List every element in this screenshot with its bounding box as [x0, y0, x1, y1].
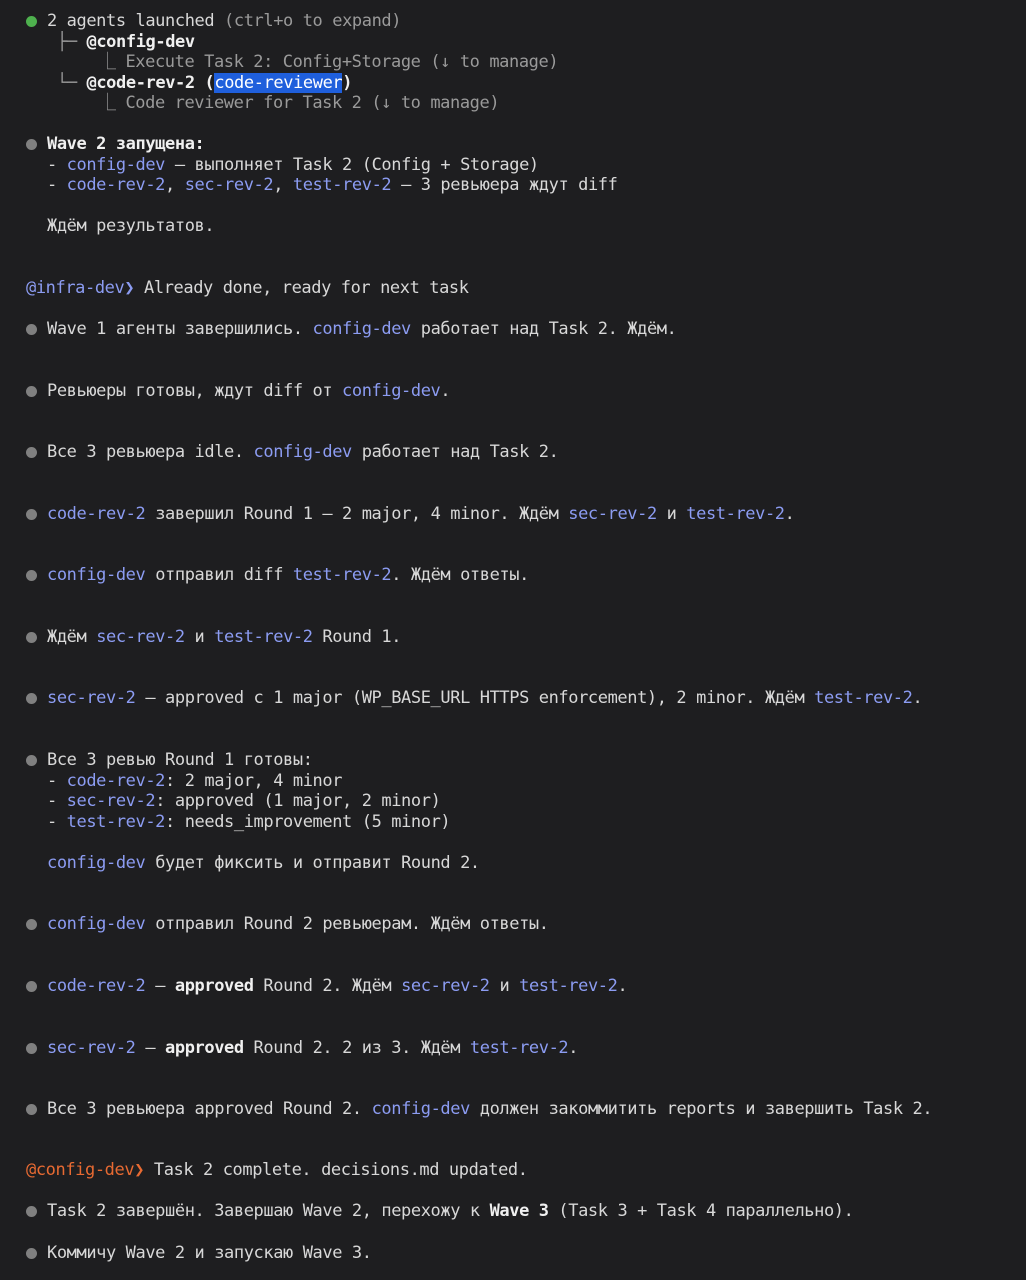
agent-name: @config-dev — [86, 32, 195, 52]
message-bullet-icon — [26, 1206, 37, 1217]
status-message: config-dev будет фиксить и отправит Round 2. — [47, 853, 480, 873]
agent-link[interactable]: test-rev-2 — [686, 504, 785, 524]
message-bullet-icon — [26, 755, 37, 766]
agent-link[interactable]: sec-rev-2 — [47, 1038, 136, 1058]
agent-link[interactable]: code-rev-2 — [47, 976, 146, 996]
agent-name: @code-rev-2 — [86, 73, 195, 93]
status-message: sec-rev-2 — approved с 1 major (WP_BASE_URL HTTPS enforcement), 2 minor. Ждём test-rev-2. — [47, 688, 923, 708]
agent-link[interactable]: test-rev-2 — [292, 175, 392, 195]
status-message: Ждём sec-rev-2 и test-rev-2 Round 1. — [47, 627, 402, 647]
status-message: Ревьюеры готовы, ждут diff от config-dev. — [47, 381, 451, 401]
agent-tree-item[interactable] — [57, 32, 195, 53]
agent-link[interactable]: sec-rev-2 — [66, 791, 156, 811]
agent-task: ⎿ Code reviewer for Task 2 (↓ to manage) — [99, 93, 500, 113]
expand-hint: (ctrl+o to expand) — [224, 11, 402, 31]
review-item: - sec-rev-2: approved (1 major, 2 minor) — [47, 791, 441, 811]
status-message: config-dev отправил diff test-rev-2. Ждём ответы. — [47, 565, 529, 585]
agent-link[interactable]: sec-rev-2 — [96, 627, 185, 647]
agent-link[interactable]: sec-rev-2 — [568, 504, 657, 524]
agent-link[interactable]: config-dev — [47, 914, 146, 934]
agent-link[interactable]: test-rev-2 — [469, 1038, 569, 1058]
agent-link[interactable]: test-rev-2 — [519, 976, 618, 996]
agent-link[interactable]: sec-rev-2 — [184, 175, 274, 195]
message-bullet-icon — [26, 1248, 37, 1259]
agent-link[interactable]: test-rev-2 — [814, 688, 913, 708]
launch-header — [47, 11, 401, 32]
message-bullet-icon — [26, 693, 37, 704]
agent-link[interactable]: config-dev — [371, 1099, 470, 1119]
message-bullet-icon — [26, 1104, 37, 1115]
message-bullet-icon — [26, 447, 37, 458]
prompt-chevron-icon: ❯ — [124, 278, 135, 298]
agent-link[interactable]: test-rev-2 — [292, 565, 392, 585]
message-bullet-icon — [26, 632, 37, 643]
status-message: code-rev-2 — approved Round 2. Ждём sec-rev-2 и test-rev-2. — [47, 976, 628, 996]
agent-role-selected[interactable]: code-reviewer — [214, 73, 343, 93]
tree-elbow-icon: ⎿ — [99, 52, 116, 72]
message-bullet-icon — [26, 981, 37, 992]
wave2-title: Wave 2 запущена: — [47, 134, 205, 154]
agent-link[interactable]: code-rev-2 — [66, 175, 166, 195]
agent-message: @config-dev❯ Task 2 complete. decisions.md updated. — [26, 1160, 528, 1180]
agent-link[interactable]: config-dev — [342, 381, 441, 401]
status-message: Все 3 ревьюера idle. config-dev работает над Task 2. — [47, 442, 559, 462]
status-message: code-rev-2 завершил Round 1 — 2 major, 4 minor. Ждём sec-rev-2 и test-rev-2. — [47, 504, 795, 524]
message-bullet-icon — [26, 570, 37, 581]
status-message: Wave 1 агенты завершились. config-dev работает над Task 2. Ждём. — [47, 319, 677, 339]
agent-tree-item[interactable]: └─ @code-rev-2 (code-reviewer) — [57, 73, 353, 93]
message-bullet-icon — [26, 919, 37, 930]
status-message: Коммичу Wave 2 и запускаю Wave 3. — [47, 1243, 372, 1263]
agent-link[interactable]: sec-rev-2 — [47, 688, 136, 708]
status-bullet-icon — [26, 16, 37, 27]
review-summary-title: Все 3 ревью Round 1 готовы: — [47, 750, 313, 770]
tree-elbow-icon: ⎿ — [99, 93, 116, 113]
agent-link[interactable]: code-rev-2 — [66, 771, 166, 791]
agent-link[interactable]: config-dev — [312, 319, 411, 339]
launch-count: 2 agents launched — [47, 11, 215, 31]
status-message: config-dev отправил Round 2 ревьюерам. Ждём ответы. — [47, 914, 549, 934]
message-bullet-icon — [26, 324, 37, 335]
status-message: Все 3 ревьюера approved Round 2. config-dev должен закоммитить reports и завершить Task 2. — [47, 1099, 933, 1119]
tree-corner-icon: └─ — [57, 73, 77, 93]
agent-link[interactable]: config-dev — [47, 565, 146, 585]
review-item: - code-rev-2: 2 major, 4 minor — [47, 771, 343, 791]
review-item: - test-rev-2: needs_improvement (5 minor) — [47, 812, 451, 832]
agent-message: @infra-dev❯ Already done, ready for next task — [26, 278, 469, 298]
agent-link[interactable]: test-rev-2 — [214, 627, 313, 647]
agent-link[interactable]: @config-dev — [26, 1160, 135, 1180]
agent-link[interactable]: code-rev-2 — [47, 504, 146, 524]
agent-link[interactable]: @infra-dev — [26, 278, 125, 298]
message-bullet-icon — [26, 386, 37, 397]
agent-link[interactable]: config-dev — [253, 442, 352, 462]
prompt-chevron-icon: ❯ — [134, 1160, 145, 1180]
agent-task: ⎿ Execute Task 2: Config+Storage (↓ to manage) — [99, 52, 559, 72]
message-bullet-icon — [26, 139, 37, 150]
wave2-item: - code-rev-2, sec-rev-2, test-rev-2 — 3 ревьюера ждут diff — [47, 175, 618, 195]
wave2-wait: Ждём результатов. — [47, 216, 215, 236]
tree-branch-icon: ├─ — [57, 32, 77, 52]
status-message: sec-rev-2 — approved Round 2. 2 из 3. Ждём test-rev-2. — [47, 1038, 579, 1058]
message-bullet-icon — [26, 509, 37, 520]
agent-link[interactable]: config-dev — [66, 155, 166, 175]
status-message: Task 2 завершён. Завершаю Wave 2, перехожу к Wave 3 (Task 3 + Task 4 параллельно). — [47, 1201, 854, 1221]
agent-link[interactable]: test-rev-2 — [66, 812, 166, 832]
message-bullet-icon — [26, 1043, 37, 1054]
agent-link[interactable]: config-dev — [47, 853, 146, 873]
wave2-item: - config-dev — выполняет Task 2 (Config + Storage) — [47, 155, 539, 175]
agent-link[interactable]: sec-rev-2 — [401, 976, 490, 996]
